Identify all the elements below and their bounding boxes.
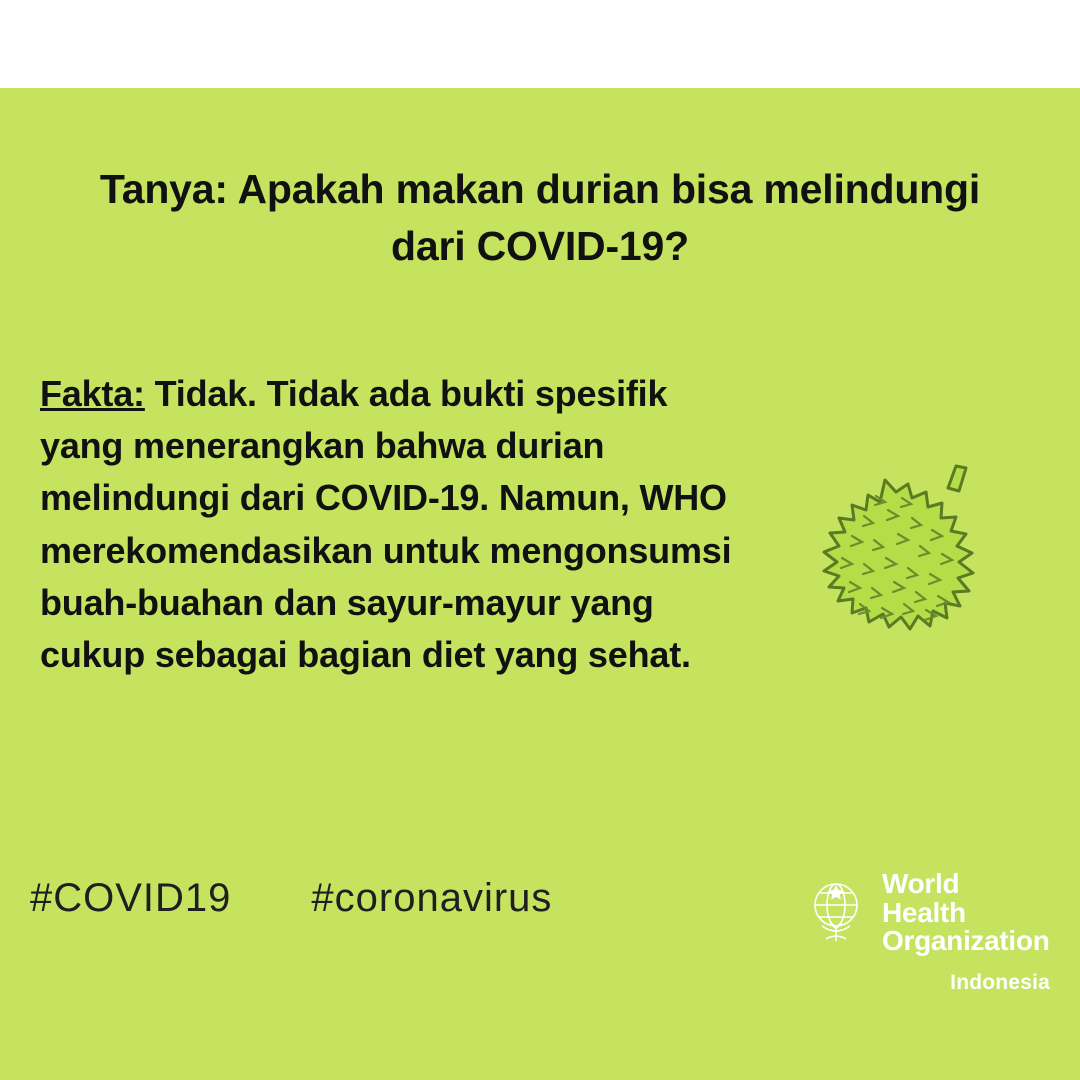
poster-card	[0, 88, 1080, 1080]
who-wordmark-line2: Organization	[882, 925, 1050, 957]
who-logo	[800, 868, 1050, 994]
hashtag-row	[30, 876, 552, 921]
fact-body: Tidak. Tidak ada bukti spesifik yang menerangkan bahwa durian melindungi dari COVID-19. Namun, WHO merekomendasikan untuk mengonsumsi buah-buahan dan sayur-mayur yang cukup sebagai bagian diet yang sehat.	[40, 373, 732, 675]
who-emblem-icon	[800, 873, 872, 945]
who-wordmark	[882, 870, 1050, 993]
fact-paragraph	[40, 368, 740, 681]
hashtag-coronavirus: #coronavirus	[311, 876, 553, 920]
fact-label: Fakta:	[40, 373, 145, 414]
hashtag-covid19: #COVID19	[30, 876, 232, 920]
who-country-label: Indonesia	[950, 970, 1050, 994]
page-title: Tanya: Apakah makan durian bisa melindungi dari COVID-19?	[99, 166, 981, 269]
who-wordmark-line1: World Health	[882, 868, 966, 928]
durian-fruit-icon	[760, 458, 1010, 698]
